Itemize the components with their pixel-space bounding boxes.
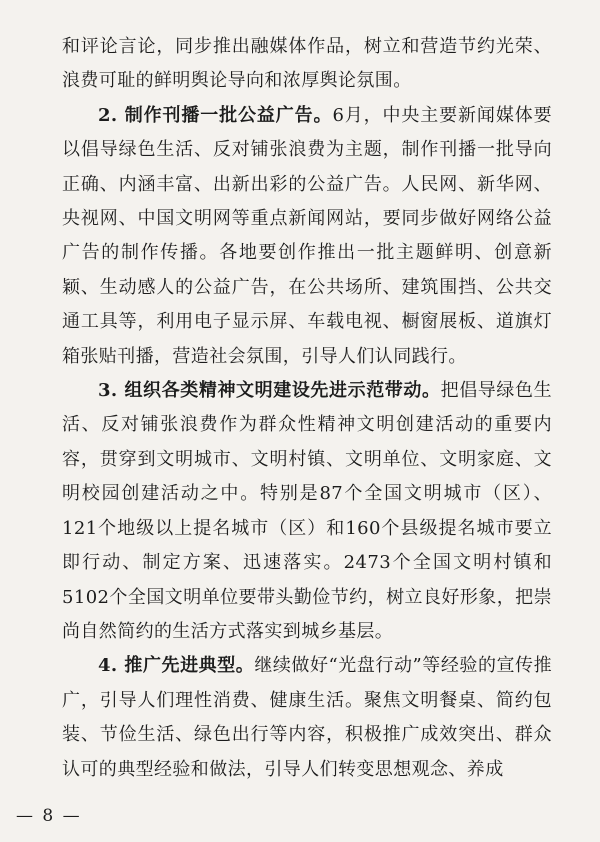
section-heading: 2. 制作刊播一批公益广告。 <box>98 104 333 126</box>
paragraph-section-3 <box>62 374 552 649</box>
paragraph-text: 和评论言论，同步推出融媒体作品，树立和营造节约光荣、浪费可耻的鲜明舆论导向和浓厚舆论氛围。 <box>62 36 552 92</box>
paragraph-continuation <box>62 30 552 99</box>
paragraph-section-4 <box>62 649 552 787</box>
paragraph-text: 继续做好“光盘行动”等经验的宣传推广，引导人们理性消费、健康生活。聚焦文明餐桌、简约包装、节俭生活、绿色出行等内容，积极推广成效突出、群众认可的典型经验和做法，引导人们转变思想观念、养成 <box>62 655 553 780</box>
section-heading: 3. 组织各类精神文明建设先进示范带动。 <box>98 380 441 402</box>
paragraph-section-2 <box>62 99 552 374</box>
paragraph-text: 6月，中央主要新闻媒体要以倡导绿色生活、反对铺张浪费为主题，制作刊播一批导向正确、内涵丰富、出新出彩的公益广告。人民网、新华网、央视网、中国文明网等重点新闻网站，要同步做好网络公益广告的制作传播。各地要创作推出一批主题鲜明、创意新颖、生动感人的公益广告，在公共场所、建筑围挡、公共交通工具等，利用电子显示屏、车载电视、橱窗展板、道旗灯箱张贴刊播，营造社会氛围，引导人们认同践行。 <box>62 104 552 367</box>
paragraph-text: 把倡导绿色生活、反对铺张浪费作为群众性精神文明创建活动的重要内容，贯穿到文明城市、文明村镇、文明单位、文明家庭、文明校园创建活动之中。特别是87个全国文明城市（区）、121个地级以上提名城市（区）和160个县级提名城市要立即行动、制定方案、迅速落实。2473个全国文明村镇和5102个全国文明单位要带头勤俭节约，树立良好形象，把崇尚自然简约的生活方式落实到城乡基层。 <box>62 380 552 642</box>
section-heading: 4. 推广先进典型。 <box>98 655 255 677</box>
page-number: — 8 — <box>16 806 82 826</box>
